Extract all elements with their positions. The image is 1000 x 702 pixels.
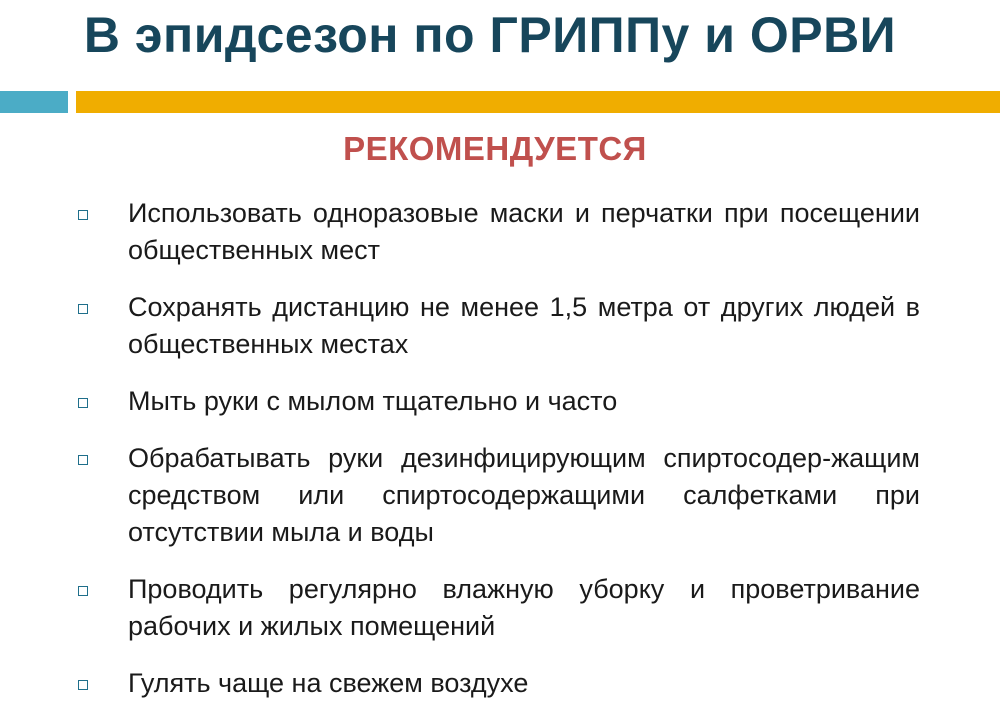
list-item-text: Обрабатывать руки дезинфицирующим спиртосодер-жащим средством или спиртосодержащими салфетками при отсутствии мыла и воды: [128, 443, 920, 547]
hollow-square-icon: [78, 680, 88, 690]
list-item: [70, 571, 920, 645]
recommendation-list: [70, 195, 920, 702]
accent-bar-blue: [0, 91, 68, 113]
list-item: [70, 665, 920, 702]
list-item-text: Использовать одноразовые маски и перчатки при посещении общественных мест: [128, 198, 920, 265]
list-item-text: Гулять чаще на свежем воздухе: [128, 668, 529, 698]
list-item-text: Проводить регулярно влажную уборку и проветривание рабочих и жилых помещений: [128, 574, 920, 641]
list-item: [70, 195, 920, 269]
list-item: [70, 289, 920, 363]
hollow-square-icon: [78, 455, 88, 465]
section-heading: РЕКОМЕНДУЕТСЯ: [343, 130, 647, 167]
accent-bar-orange: [76, 91, 1000, 113]
hollow-square-icon: [78, 586, 88, 596]
list-item: [70, 383, 920, 420]
hollow-square-icon: [78, 398, 88, 408]
hollow-square-icon: [78, 210, 88, 220]
list-item-text: Мыть руки с мылом тщательно и часто: [128, 386, 618, 416]
list-item: [70, 440, 920, 551]
page-title: В эпидсезон по ГРИППу и ОРВИ: [83, 7, 897, 63]
hollow-square-icon: [78, 304, 88, 314]
list-item-text: Сохранять дистанцию не менее 1,5 метра от других людей в общественных местах: [128, 292, 920, 359]
